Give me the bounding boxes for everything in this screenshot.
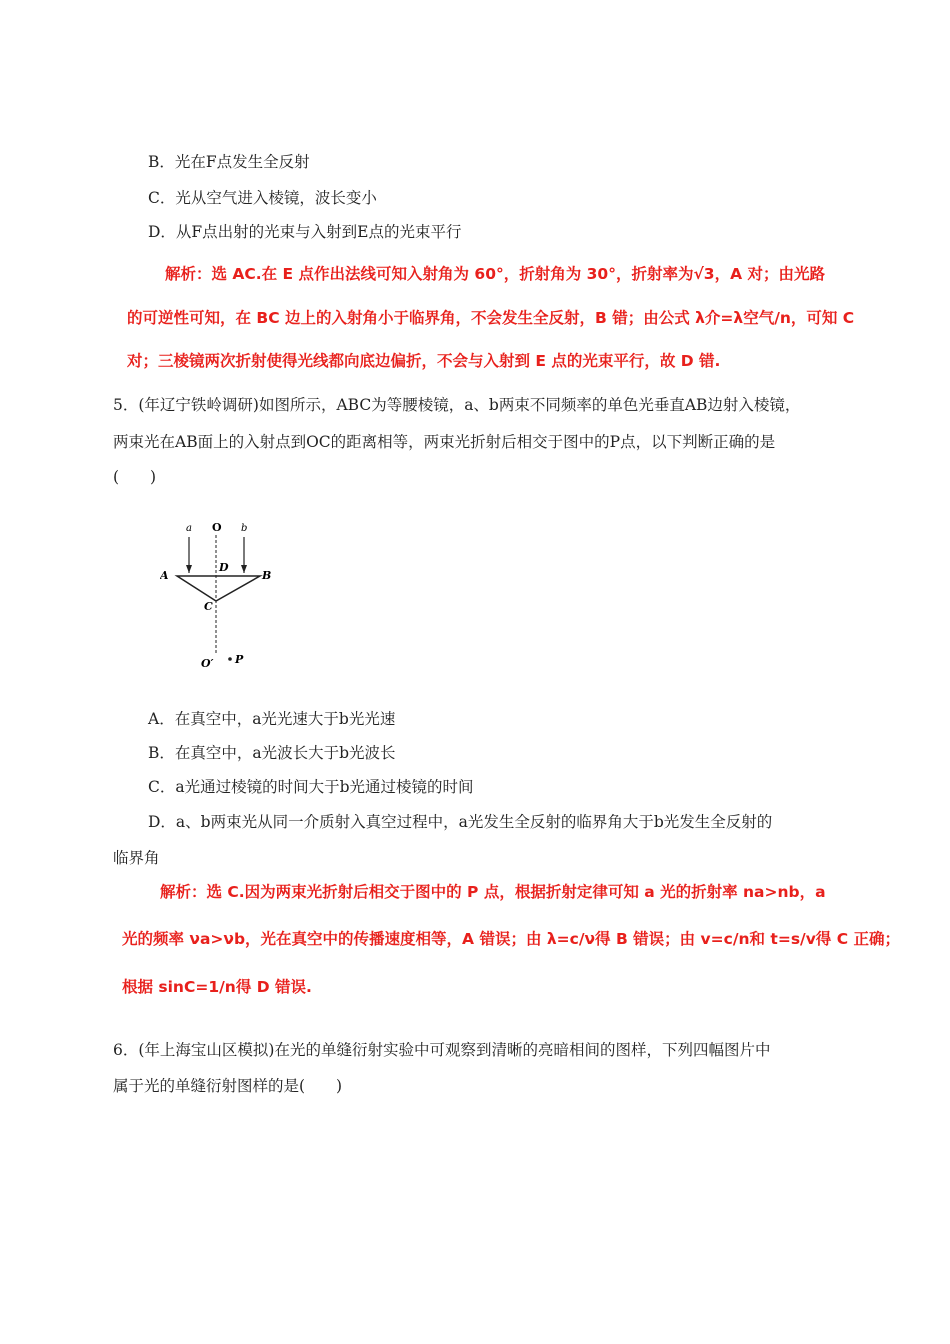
prism-diagram — [160, 515, 290, 675]
q5-option-c: C．a光通过棱镜的时间大于b光通过棱镜的时间 — [148, 778, 474, 796]
q5-stem-line-3: ( ) — [113, 468, 157, 486]
q5-option-b: B．在真空中，a光波长大于b光波长 — [148, 744, 396, 762]
q6-stem-line-2: 属于光的单缝衍射图样的是( ) — [113, 1077, 343, 1095]
label-A: A — [160, 569, 169, 582]
label-o-bottom: O′ — [201, 657, 214, 670]
q6-stem-line-1: 6．(年上海宝山区模拟)在光的单缝衍射实验中可观察到清晰的亮暗相间的图样，下列四幅图片中 — [113, 1041, 771, 1059]
label-P: P — [235, 653, 244, 666]
q5-stem-line-2: 两束光在AB面上的入射点到OC的距离相等，两束光折射后相交于图中的P点，以下判断正确的是 — [113, 433, 776, 451]
arrow-b-icon — [241, 565, 247, 573]
label-o-top: O — [212, 521, 222, 534]
arrow-a-icon — [186, 565, 192, 573]
q5-analysis-line-2: 光的频率 νa>νb，光在真空中的传播速度相等，A 错误；由 λ=c/ν得 B 错误；由 v=c/n和 t=s/v得 C 正确； — [122, 930, 900, 948]
q4-analysis-line-2: 的可逆性可知，在 BC 边上的入射角小于临界角，不会发生全反射，B 错；由公式 λ介=λ空气/n，可知 C — [127, 309, 855, 327]
q4-option-d: D．从F点出射的光束与入射到E点的光束平行 — [148, 223, 462, 241]
q4-option-b: B．光在F点发生全反射 — [148, 153, 310, 171]
q5-analysis-line-3: 根据 sinC=1/n得 D 错误. — [122, 978, 312, 996]
point-p-dot — [228, 657, 232, 661]
prism-abc — [177, 576, 260, 601]
q5-stem-line-1: 5．(年辽宁铁岭调研)如图所示，ABC为等腰棱镜，a、b两束不同频率的单色光垂直AB边射入棱镜， — [113, 396, 801, 414]
label-C: C — [204, 600, 213, 613]
q5-option-d-line-2: 临界角 — [113, 849, 160, 867]
label-D: D — [219, 561, 229, 574]
q5-option-d-line-1: D．a、b两束光从同一介质射入真空过程中，a光发生全反射的临界角大于b光发生全反射的 — [148, 813, 773, 831]
q4-analysis-line-3: 对；三棱镜两次折射使得光线都向底边偏折，不会与入射到 E 点的光束平行，故 D 错. — [127, 352, 721, 370]
label-B: B — [262, 569, 272, 582]
q4-analysis-line-1: 解析：选 AC.在 E 点作出法线可知入射角为 60°，折射角为 30°，折射率为√3，A 对；由光路 — [165, 265, 825, 283]
q4-option-c: C．光从空气进入棱镜，波长变小 — [148, 189, 377, 207]
label-b: b — [241, 523, 248, 534]
q5-option-a: A．在真空中，a光光速大于b光光速 — [148, 710, 396, 728]
label-a: a — [186, 523, 192, 534]
q5-analysis-line-1: 解析：选 C.因为两束光折射后相交于图中的 P 点，根据折射定律可知 a 光的折射率 na>nb，a — [160, 883, 826, 901]
